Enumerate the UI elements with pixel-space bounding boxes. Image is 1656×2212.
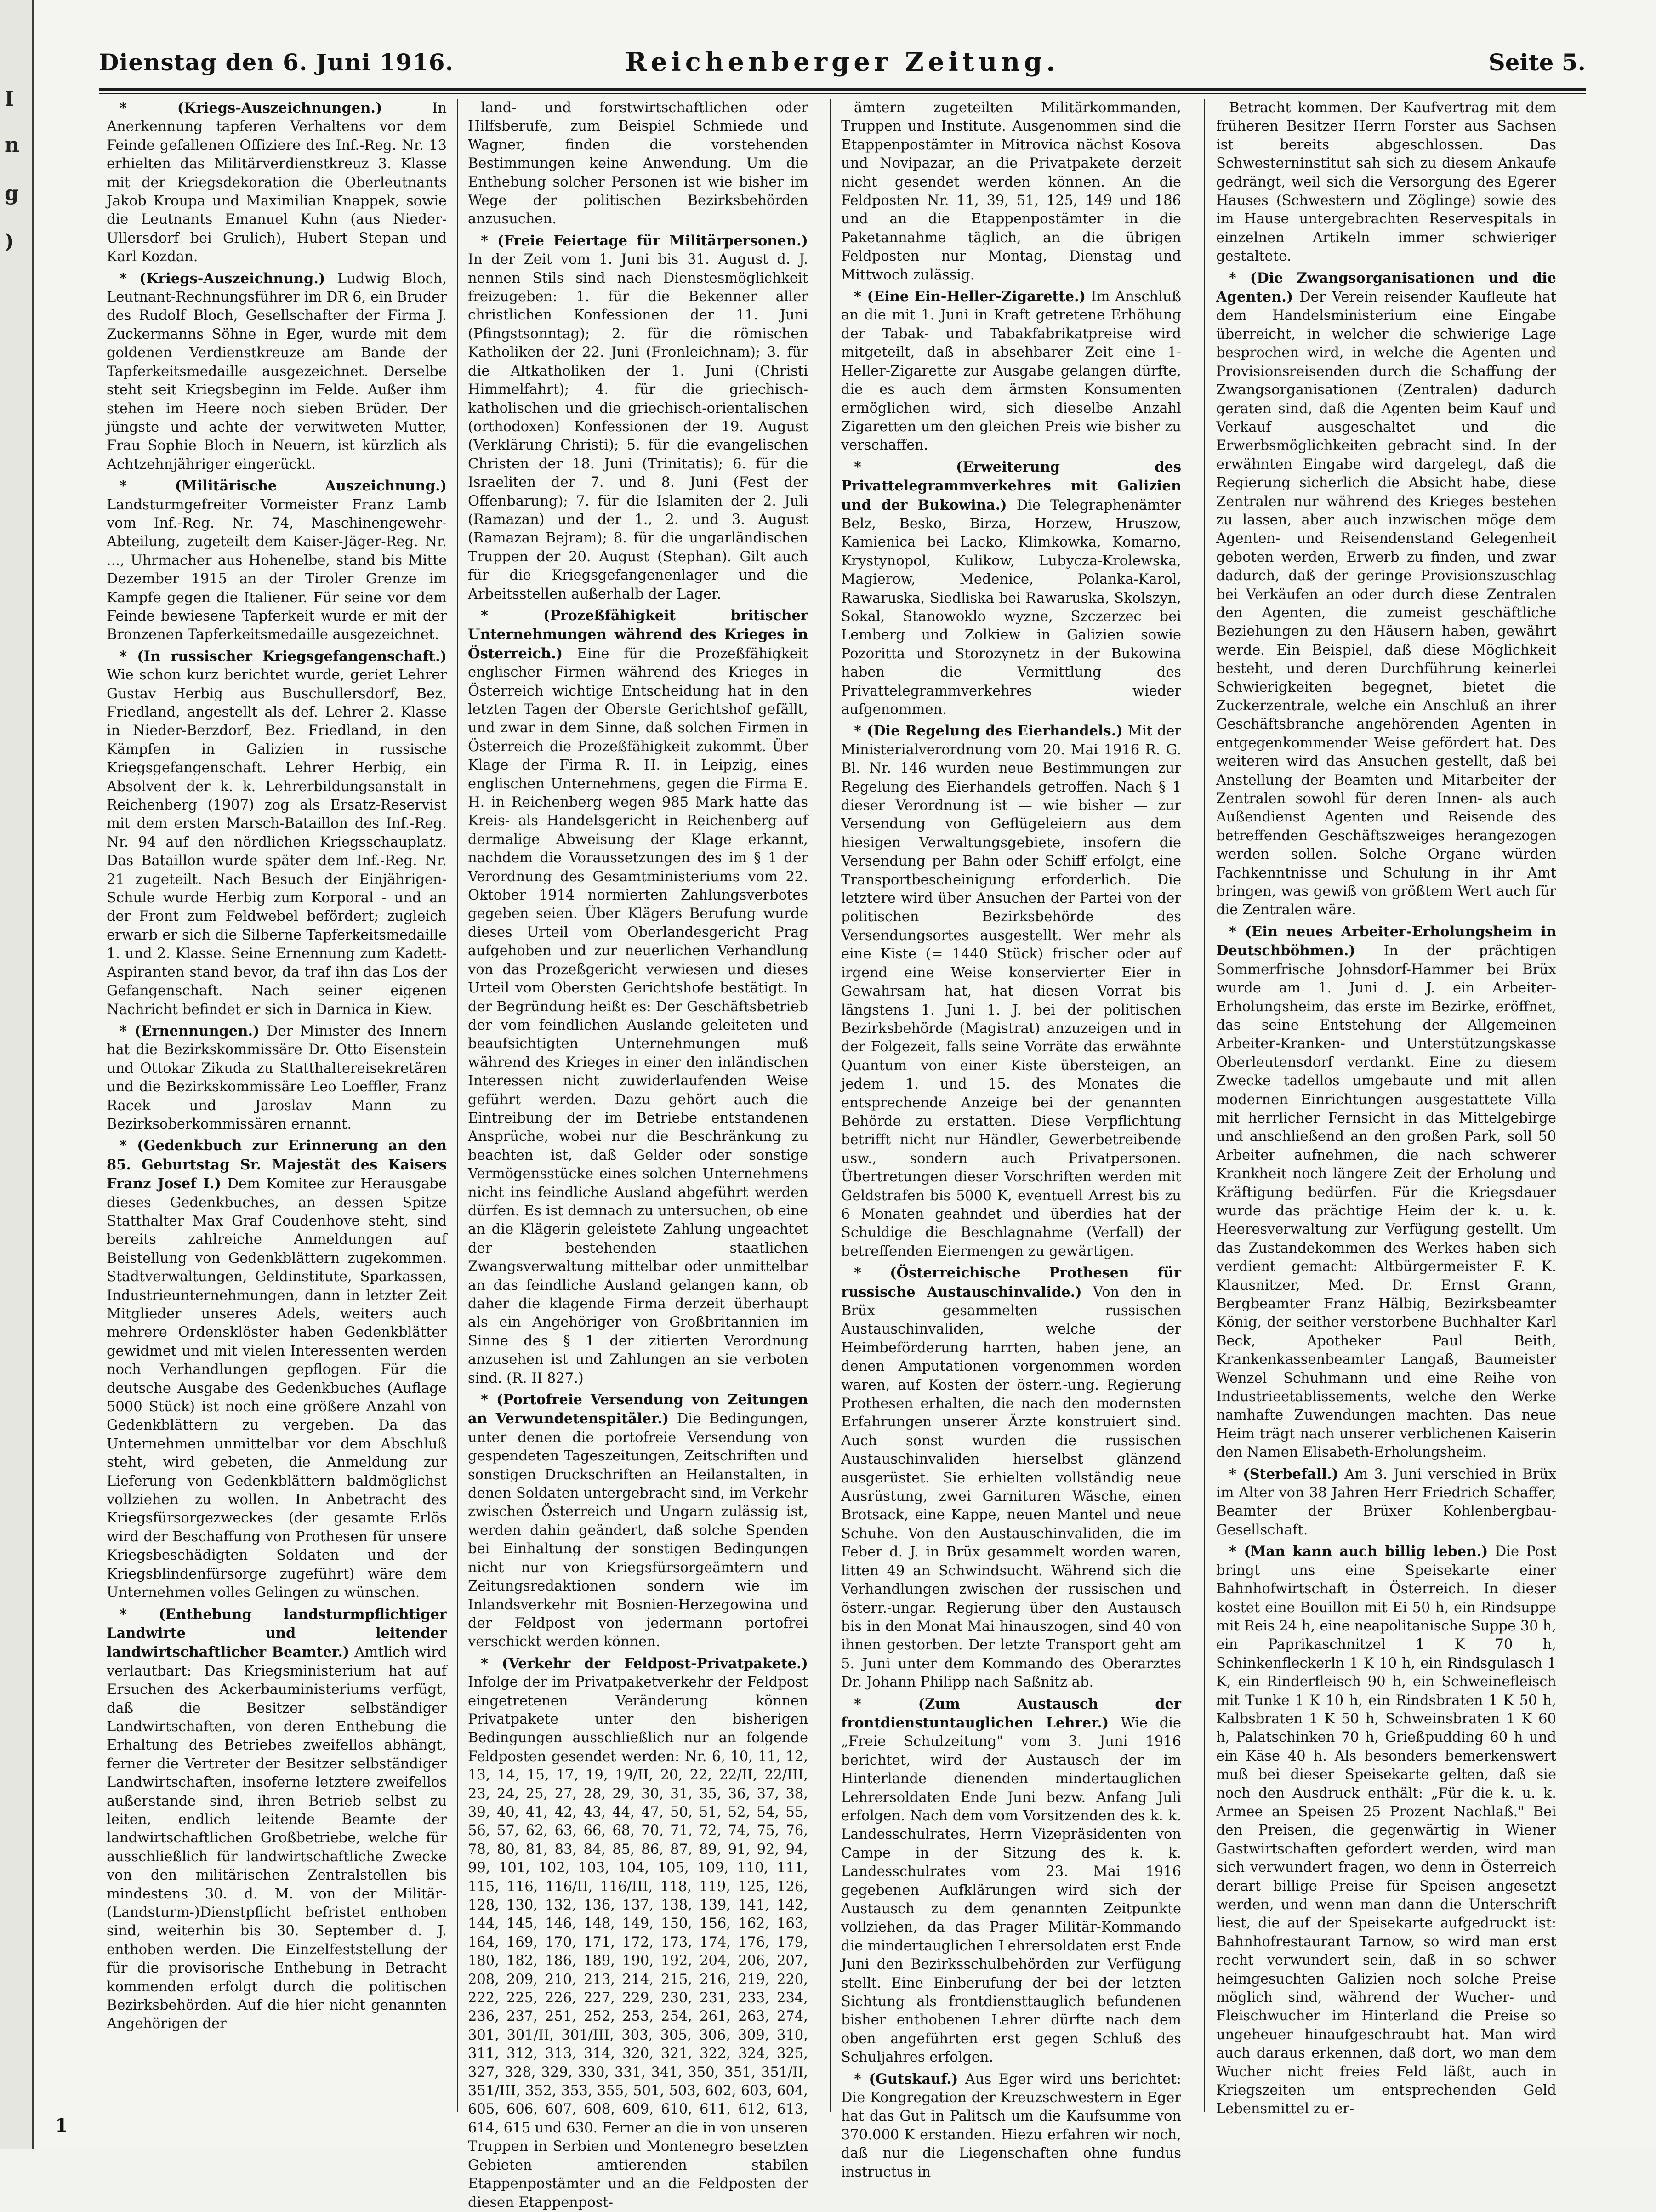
article (841, 1695, 1181, 2067)
article (107, 1022, 447, 1134)
margin-glyph: I (5, 87, 14, 111)
article-body: Die Post bringt uns eine Speisekarte einer Bahnhofwirtschaft in Österreich. In dieser kostet eine Bouillon mit Ei 50 h, ein Rindsuppe mit Reis 24 h, eine neapolitanische Suppe 30 h, ein Paprikaschnitzel 1 K 70 h, Schinkenfleckerln 1 K 10 h, ein Rindsgulasch 1 K, ein Rinderfleisch 90 h, ein Schweinefleisch mit Tunke 1 K 10 h, ein Rindsbraten 1 K 50 h, Kalbsbraten 1 K 50 h, Schweinsbraten 1 K 60 h, Palatschinken 70 h, Grießpudding 60 h und ein Käse 40 h. Als besonders bemerkenswert muß bei dieser Speisekarte gelten, daß sie noch den Ausdruck enthält: „Für die k. u. k. Armee an Speisen 25 Prozent Nachlaß." Bei den Preisen, die gegenwärtig in Wiener Gastwirtschaften gefordert werden, wird man sich verwundert fragen, wo denn in Österreich derart billige Preise für Speisen angesetzt werden, und wenn man dann die Unterschrift liest, die auf der Speisekarte aufgedruckt ist: Bahnhofrestaurant Tarnow, so wird man erst recht verwundert sein, daß in so schwer heimgesuchten Galizien noch solche Preise möglich sind, während der Wucher- und Fleischwucher im Hinterland die Preise so ungeheuer hinaufgeschraubt hat. Man wird auch daraus erkennen, daß dort, wo man dem Wucher nicht freies Feld läßt, auch in Kriegszeiten um entsprechenden Geld Lebensmittel zu er- (1216, 1544, 1556, 2117)
article (841, 287, 1181, 455)
article-body: Amtlich wird verlautbart: Das Kriegsministerium hat auf Ersuchen des Ackerbauministeriums verfügt, daß die Besitzer selbständiger Landwirtschaften, von deren Enthebung die Erhaltung des Betriebes zweifellos abhängt, ferner die Vertreter der Besitzer selbständiger Landwirtschaften, insoferne letztere zweifellos außerstande sind, ihren Betrieb selbst zu leiten, endlich leitende Beamte der landwirtschaftlichen Großbetriebe, welche für ausschließlich für landwirtschaftliche Zwecke von den militärischen Zentralstellen bis mindestens 30. d. M. von der Militär-(Landsturm-)Dienstpflicht befristet enthoben sind, weiterhin bis 30. September d. J. enthoben werden. Die Einzelfeststellung der für die provisorische Enthebung in Betracht kommenden erfolgt durch die politischen Bezirksbehörden. Auf die hier nicht genannten Angehörigen der (107, 1644, 447, 2032)
article-body: Der Minister des Innern hat die Bezirkskommissäre Dr. Otto Eisenstein und Ottokar Zikuda zu Statthaltereisekretären und die Bezirkskommissäre Leo Loeffler, Franz Racek und Jaroslav Mann zu Bezirksoberkommissären ernannt. (107, 1023, 447, 1132)
margin-glyph: n (5, 133, 19, 157)
article-body: Infolge der im Privatpaketverkehr der Feldpost eingetretenen Veränderung können Privatpakete unter den bisherigen Bedingungen ausschließlich nur an folgende Feldposten gesendet werden: Nr. 6, 10, 11, 12, 13, 14, 15, 17, 19, 19/II, 20, 22, 22/II, 22/III, 23, 24, 25, 27, 28, 29, 30, 31, 35, 36, 37, 38, 39, 40, 41, 42, 43, 44, 47, 50, 51, 52, 54, 55, 56, 57, 62, 63, 66, 68, 70, 71, 72, 74, 75, 76, 78, 80, 81, 83, 84, 85, 86, 87, 89, 91, 92, 94, 99, 101, 102, 103, 104, 105, 109, 110, 111, 115, 116, 116/II, 116/III, 118, 119, 125, 126, 128, 130, 132, 136, 137, 138, 139, 141, 142, 144, 145, 146, 148, 149, 150, 156, 162, 163, 164, 169, 170, 171, 172, 173, 174, 176, 179, 180, 182, 186, 189, 190, 192, 204, 206, 207, 208, 209, 210, 213, 214, 215, 216, 219, 220, 222, 225, 226, 227, 229, 230, 231, 233, 234, 236, 237, 251, 252, 253, 254, 261, 263, 274, 301, 301/II, 301/III, 303, 305, 306, 309, 310, 311, 312, 313, 314, 320, 321, 322, 324, 325, 327, 328, 329, 330, 331, 341, 350, 351, 351/II, 351/III, 352, 353, 355, 501, 503, 602, 603, 604, 605, 606, 607, 608, 609, 610, 611, 612, 613, 614, 615 und 630. Ferner an die in von unseren Truppen in Serbien und Montenegro besetzten Gebieten amtierenden stabilen Etappenpostämter und an die Feldposten der diesen Etappenpost- (468, 1674, 808, 2211)
article (1216, 1465, 1556, 1540)
article-body: Von den in Brüx gesammelten russischen Austauschinvaliden, welche der Heimbeförderung harrten, haben jene, an denen Amputationen vorgenommen worden waren, auf Kosten der österr.-ung. Regierung Prothesen erhalten, die nach den modernsten Erfahrungen unserer Ärzte konstruiert sind. Auch sonst wurden die russischen Austauschinvaliden hierselbst glänzend ausgerüstet. Sie erhielten vollständig neue Ausrüstung, zwei Garnituren Wäsche, einen Brotsack, eine Kappe, neuen Mantel und neue Schuhe. Von den Austauschinvaliden, die im Feber d. J. in Brüx gesammelt worden waren, litten 49 an Schwindsucht. Während sich die Verhandlungen zwischen der russischen und österr.-ungar. Regierung über den Austausch bis in den Monat Mai hinauszogen, sind 40 von ihnen gestorben. Der letzte Transport geht am 5. Juni unter dem Kommando des Oberarztes Dr. Johann Philipp nach Saßnitz ab. (841, 1284, 1181, 1691)
article-body: Wie die „Freie Schulzeitung" vom 3. Juni 1916 berichtet, wird der Austausch der im Hinterlande dienenden mindertauglichen Lehrersoldaten Ende Juni bezw. Anfang Juli erfolgen. Nach dem vom Vorsitzenden des k. k. Landesschulrates, Herrn Vizepräsidenten von Campe in der Sitzung des k. k. Landesschulrates vom 23. Mai 1916 gegebenen Aufklärungen wird sich der Austausch zu dem genannten Zeitpunkte vollziehen, da das Prager Militär-Kommando die mindertauglichen Lehrersoldaten erst Ende Juni den Bezirksschulbehörden zur Verfügung stellt. Eine Einberufung der bei der letzten Sichtung als frontdiensttauglich befundenen bisher enthobenen Lehrer dürfte nach dem oben angeführten erst gegen Schluß des Schuljahres erfolgen. (841, 1715, 1181, 2066)
article-heading: * (Freie Feiertage für Militärpersonen.) (481, 232, 808, 249)
article (468, 99, 808, 229)
article (107, 269, 447, 474)
article-heading: * (Kriegs-Auszeichnungen.) (120, 100, 382, 116)
page-number: Seite 5. (1488, 49, 1586, 76)
article (1216, 99, 1556, 266)
article-body: ämtern zugeteilten Militärkommanden, Truppen und Institute. Ausgenommen sind die Etappenpostämter in Mitrovica nächst Kosova und Novipazar, an die Privatpakete derzeit nicht gesendet werden können. An die Feldposten Nr. 11, 39, 51, 125, 149 und 186 und an die Etappenpostämter in die Paketannahme täglich, an die übrigen Feldposten nur Montag, Dienstag und Mittwoch zulässig. (841, 100, 1181, 283)
article-heading: * (Man kann auch billig leben.) (1229, 1543, 1488, 1560)
article-heading: * (Portofreie Versendung von Zeitungen an Verwundetenspitäler.) (468, 1391, 808, 1427)
article-body: Im Anschluß an die mit 1. Juni in Kraft getretene Erhöhung der Tabak- und Tabakfabrikatpreise wird mitgeteilt, daß in absehbarer Zeit eine 1-Heller-Zigarette zur Ausgabe gelangen dürfte, die es auch dem ärmsten Konsumenten ermöglichen wird, sich dieselbe Anzahl Zigaretten um den gleichen Preis wie bisher zu verschaffen. (841, 289, 1181, 454)
article (107, 1605, 447, 2034)
column-rule (830, 99, 831, 2112)
article (468, 1654, 808, 2212)
article-heading: * (Die Regelung des Eierhandels.) (854, 723, 1123, 740)
article-body: Aus Eger wird uns berichtet: Die Kongregation der Kreuzschwestern in Eger hat das Gut in Palitsch um die Kaufsumme von 370.000 K erstanden. Hiezu erfahren wir noch, daß nur die Liegenschaften ohne fundus instructus in (841, 2071, 1182, 2180)
article (841, 1264, 1181, 1692)
column-1 (107, 99, 447, 2112)
article-heading: * (Die Zwangsorganisationen und die Agenten.) (1216, 269, 1556, 306)
article-body: Der Verein reisender Kaufleute hat dem Handelsministerium eine Eingabe überreicht, in welcher die schwierige Lage besprochen wird, in welche die Agenten und Provisionsreisenden durch die Schaffung der Zwangsorganisationen (Zentralen) dadurch geraten sind, daß die Agenten beim Kauf und Verkauf ausgeschaltet und die Erwerbsmöglichkeiten gebracht sind. In der erwähnten Eingabe wird dargelegt, daß die Regierung sicherlich die Absicht habe, diese Zentralen nur während des Krieges bestehen zu lassen, aber auch inzwischen möge dem Agenten- und Reisendenstand Gelegenheit geboten werden, Erwerb zu finden, und zwar dadurch, daß der geringe Provisionszuschlag bei Verkäufen an oder durch diese Zentralen den Agenten, die zumeist geschäftliche Beziehungen zu den Häusern haben, gewährt werde. Ein Beispiel, daß diese Möglichkeit besteht, und deren Durchführung keinerlei Schwierigkeiten begegnet, bietet die Zuckerzentrale, welche ein Anschluß an ihrer Geschäftsbranche angehörenden Agenten in entgegenkommender Weise gefördert hat. Des weiteren wird das Ansuchen gestellt, daß bei Anstellung der Beamten und Mitarbeiter der Zentralen sowohl für deren Innen- als auch Außendienst Agenten und Reisende des betreffenden Geschäftszweiges herangezogen werden sollen. Solche Organe würden Fachkenntnisse und Schulung in ihr Amt bringen, was gewiß von größtem Wert auch für die Zentralen wäre. (1216, 289, 1557, 918)
column-rule (1204, 99, 1205, 2112)
article (1216, 923, 1556, 1462)
article (468, 232, 808, 604)
article (468, 1391, 808, 1652)
article-heading: * (Eine Ein-Heller-Zigarette.) (854, 288, 1086, 305)
article-body: Landsturmgefreiter Vormeister Franz Lamb vom Inf.-Reg. Nr. 74, Maschinengewehr-Abteilung, zugeteilt dem Kaiser-Jäger-Reg. Nr. ..., Uhrmacher aus Hohenelbe, stand bis Mitte Dezember 1915 an der Tiroler Grenze im Kampfe gegen die Italiener. Für seine vor dem Feinde bewiesene Tapferkeit wurde er mit der Bronzenen Tapferkeitsmedaille ausgezeichnet. (107, 496, 447, 643)
article-heading: * (Ein neues Arbeiter-Erholungsheim in Deutschböhmen.) (1216, 923, 1556, 959)
article-heading: * (Kriegs-Auszeichnung.) (120, 270, 325, 287)
article (841, 458, 1181, 719)
article (1216, 1542, 1556, 2119)
column-4 (1216, 99, 1557, 2117)
article (1216, 269, 1556, 920)
article-heading: * (Gedenkbuch zur Erinnerung an den 85. Geburtstag Sr. Majestät des Kaisers Franz Josef I.) (107, 1137, 447, 1192)
article (841, 99, 1181, 285)
page-header (99, 46, 1586, 91)
article-heading: * (Ernennungen.) (120, 1022, 260, 1039)
article-heading: * (In russischer Kriegsgefangenschaft.) (120, 648, 447, 665)
article-body: In der prächtigen Sommerfrische Johnsdorf-Hammer bei Brüx wurde am 1. Juni d. J. ein Arbeiter-Erholungsheim, das erste im Bezirke, eröffnet, das seine Entstehung der Allgemeinen Arbeiter-Kranken- und Unterstützungskasse Oberleutensdorf verdankt. Eine zu diesem Zwecke tadellos umgebaute und mit allen modernen Einrichtungen ausgestattete Villa mit herrlicher Fernsicht in das Mittelgebirge und anschließend an den großen Park, soll 50 Arbeiter aufnehmen, die nach schwerer Krankheit noch längere Zeit der Erholung und Kräftigung bedürfen. Für die Kriegsdauer wurde das prächtige Heim der k. u. k. Heeresverwaltung zur Verfügung gestellt. Um das Zustandekommen des Werkes haben sich verdient gemacht: Altbürgermeister F. K. Klausnitzer, Med. Dr. Ernst Grann, Bergbeamter Franz Hälbig, Bezirksbeamter König, der seither verstorbene Buchhalter Karl Beck, Apotheker Paul Beith, Krankenkassenbeamter Langaß, Baumeister Wenzel Schuhmann und eine Reihe von Industrieetablissements, welche den Werke namhafte Zuwendungen machten. Das neue Heim trägt nach unserer verblichenen Kaiserin den Namen Elisabeth-Erholungsheim. (1216, 943, 1556, 1461)
article-heading: * (Gutskauf.) (854, 2070, 958, 2087)
article (841, 722, 1181, 1261)
article-body: Dem Komitee zur Herausgabe dieses Gedenkbuches, an dessen Spitze Statthalter Max Graf Coudenhove steht, sind bereits zahlreiche Anmeldungen auf Beistellung von Gedenkblättern zugekommen. Stadtverwaltungen, Geldinstitute, Sparkassen, Industrieunternehmungen, dann in letzter Zeit Mitglieder unseres Adels, weiters auch mehrere Ordensklöster haben Gedenkblätter gewidmet und mit vielen Interessenten werden noch Verhandlungen gepflogen. Für die deutsche Ausgabe des Gedenkbuches (Auflage 5000 Stück) ist noch eine größere Anzahl von Gedenkblättern zu vergeben. Da das Unternehmen unmittelbar vor dem Abschluß steht, wird gebeten, die Anmeldung zur Lieferung von Gedenkblättern baldmöglichst vollziehen zu wollen. In Anbetracht des Kriegsfürsorgezweckes (der gesamte Erlös wird der Beschaffung von Prothesen für unsere Kriegsbeschädigten Soldaten und der Kriegsblindenfürsorge zugeführt) wäre dem Unternehmen volles Gelingen zu wünschen. (107, 1176, 447, 1601)
column-3 (841, 99, 1182, 2180)
column-rule (457, 99, 458, 2112)
article-heading: * (Zum Austausch der frontdienstuntauglichen Lehrer.) (841, 1695, 1181, 1731)
article (107, 1136, 447, 1602)
column-2 (468, 99, 808, 2211)
adjacent-page-margin (0, 0, 34, 2149)
article-body: Mit der Ministerialverordnung vom 20. Mai 1916 R. G. Bl. Nr. 146 wurden neue Bestimmungen zur Regelung des Eierhandels getroffen. Nach § 1 dieser Verordnung ist — wie bisher — zur Versendung von Geflügeleiern aus dem hiesigen Verwaltungsgebiete, insofern die Versendung per Bahn oder Schiff erfolgt, eine Transportbescheinigung erforderlich. Die letztere wird über Ansuchen der Partei von der politischen Bezirksbehörde des Versendungsortes ausgestellt. Wer mehr als eine Kiste (= 1440 Stück) frischer oder auf irgend eine Weise konservierter Eier in Gewahrsam hat, hat diesen Vorrat bis längstens 1. Juni 1. J. bei der politischen Bezirksbehörde (Magistrat) anzuzeigen und in der Folgezeit, falls seine Vorräte das erwähnte Quantum von einer Kiste übersteigen, an jedem 1. und 15. des Monates die entsprechende Anzeige bei der genannten Behörde zu erstatten. Diese Verpflichtung betrifft nicht nur Händler, Gewerbetreibende usw., sondern auch Privatpersonen. Übertretungen dieser Vorschriften werden mit Geldstrafen bis 5000 K, eventuell Arrest bis zu 6 Monaten geahndet und überdies hat der Schuldige die Beschlagnahme (Verfall) der betreffenden Eiermengen zu gewärtigen. (841, 723, 1182, 1260)
article-body: Die Bedingungen, unter denen die portofreie Versendung von gespendeten Tageszeitungen, Zeitschriften und sonstigen Druckschriften an Heilanstalten, in denen Soldaten untergebracht sind, im Verkehr zwischen Österreich und Ungarn zulässig ist, werden dahin geändert, daß solche Spenden bei Einhaltung der sonstigen Bedingungen nicht nur von Kriegsfürsorgeämtern und Zeitungsredaktionen sondern wie im Inlandsverkehr mit Bosnien-Herzegowina und der Feldpost von jedermann portofrei verschickt werden können. (468, 1411, 808, 1650)
article-heading: * (Prozeßfähigkeit britischer Unternehmungen während des Krieges in Österreich.) (468, 607, 808, 662)
article-body: In der Zeit vom 1. Juni bis 31. August d. J. nennen Stils sind nach Dienstesmöglichkeit freizugeben: 1. für die Bekenner aller christlichen Konfessionen der 11. Juni (Pfingstsonntag); 2. für die römischen Katholiken der 22. Juni (Fronleichnam); 3. für die Altkatholiken der 1. Juni (Christi Himmelfahrt); 4. für die griechisch-katholischen und die griechisch-orientalischen (orthodoxen) Konfessionen der 19. August (Verklärung Christi); 5. für die evangelischen Christen der 18. Juni (Trinitatis); 6. für die Israeliten der 7. und 8. Juni (Fest der Offenbarung); 7. für die Islamiten der 2. Juli (Ramazan) und der 1., 2. und 3. August (Ramazan Bejram); 8. für die ungarländischen Truppen der 20. August (Stephan). Gilt auch für die Kriegsgefangenenlager und die Arbeitsstellen außerhalb der Lager. (468, 251, 808, 602)
article-heading: * (Militärische Auszeichnung.) (120, 478, 447, 495)
article-body: land- und forstwirtschaftlichen oder Hilfsberufe, zum Beispiel Schmiede und Wagner, finden die vorstehenden Bestimmungen keine Anwendung. Um die Enthebung solcher Personen ist wie bisher im Wege der politischen Bezirksbehörden anzusuchen. (468, 100, 808, 228)
article (468, 606, 808, 1388)
newspaper-title: Reichenberger Zeitung. (625, 47, 1059, 77)
article-body: In Anerkennung tapferen Verhaltens vor dem Feinde gefallenen Offiziere des Inf.-Reg. Nr. 13 erhielten das Militärverdienstkreuz 3. Klasse mit der Kriegsdekoration die Oberleutnants Jakob Kroupa und Maximilian Knappek, sowie die Leutnants Emanuel Kuhn (aus Nieder-Ullersdorf bei Grulich), Hubert Stepan und Karl Kozdan. (107, 100, 447, 265)
article (107, 99, 447, 267)
article (107, 477, 447, 644)
article-heading: * (Erweiterung des Privattelegrammverkehres mit Galizien und der Bukowina.) (841, 458, 1181, 513)
article-body: Ludwig Bloch, Leutnant-Rechnungsführer im DR 6, ein Bruder des Rudolf Bloch, Gesellschafter der Firma J. Zuckermanns Söhne in Eger, wurde mit dem goldenen Verdienstkreuze am Bande der Tapferkeitsmedaille ausgezeichnet. Derselbe steht seit Kriegsbeginn im Felde. Außer ihm stehen im Heere noch sieben Brüder. Der jüngste und achte der verwitweten Mutter, Frau Sophie Bloch in Neuern, ist kürzlich als Achtzehnjähriger eingerückt. (107, 270, 447, 473)
article-body: Am 3. Juni verschied in Brüx im Alter von 38 Jahren Herr Friedrich Schaffer, Beamter der Brüxer Kohlenbergbau-Gesellschaft. (1216, 1466, 1556, 1538)
margin-glyph: 1 (55, 2115, 68, 2136)
header-rule (99, 93, 1586, 94)
margin-glyph: ) (5, 230, 14, 253)
article-heading: * (Verkehr der Feldpost-Privatpakete.) (481, 1655, 808, 1672)
issue-date: Dienstag den 6. Juni 1916. (99, 49, 454, 76)
article-body: Wie schon kurz berichtet wurde, geriet Lehrer Gustav Herbig aus Buschullersdorf, Bez. Friedland, angestellt als def. Lehrer 2. Klasse in Nieder-Berzdorf, Bez. Friedland, in den Kämpfen in Galizien in russische Kriegsgefangenschaft. Lehrer Herbig, ein Absolvent der k. k. Lehrerbildungsanstalt in Reichenberg (1907) zog als Ersatz-Reservist mit dem ersten Marsch-Bataillon des Inf.-Reg. Nr. 94 auf den nördlichen Kriegsschauplatz. Das Bataillon wurde später dem Inf.-Reg. Nr. 21 zugeteilt. Nach Besuch der Einjährigen-Schule wurde Herbig zum Korporal - und an der Front zum Feldwebel befördert; zugleich erwarb er sich die Silberne Tapferkeitsmedaille 1. und 2. Klasse. Seine Ernennung zum Kadett-Aspiranten stand bevor, da traf ihn das Los der Gefangenschaft. Nach seiner eigenen Nachricht befindet er sich in Darnica in Kiew. (107, 667, 447, 1018)
article-heading: * (Österreichische Prothesen für russische Austauschinvalide.) (841, 1265, 1181, 1300)
article-heading: * (Sterbefall.) (1229, 1465, 1339, 1482)
article-body: Die Telegraphenämter Belz, Besko, Birza, Horzew, Hruszow, Kamienica bei Lacko, Klimkowka, Komarno, Krystynopol, Kulikow, Lubycza-Krolewska, Magierow, Medenice, Polanka-Karol, Rawaruska, Siedliska bei Rawaruska, Skolszyn, Sokal, Stanowoklo wyzne, Szczerzec bei Lemberg und Zolkiew in Galizien sowie Pozoritta und Storozynetz in der Bukowina haben die Vermittlung des Privattelegrammverkehres wieder aufgenommen. (841, 497, 1181, 718)
article-heading: * (Enthebung landsturmpflichtiger Landwirte und leitender landwirtschaftlicher Beamter.) (107, 1606, 447, 1661)
article-body: Eine für die Prozeßfähigkeit englischer Firmen während des Krieges in Österreich wichtige Entscheidung hat in den letzten Tagen der Oberste Gerichtshof gefällt, und zwar in dem Sinne, daß solchen Firmen in Österreich die Prozeßfähigkeit zukommt. Über Klage der Firma R. H. in Leipzig, eines englischen Unternehmens, gegen die Firma E. H. in Reichenberg wegen 985 Mark hatte das Kreis- als Handelsgericht in Reichenberg auf dermalige Abweisung der Klage erkannt, nachdem die Voraussetzungen des im § 1 der Verordnung des Gesamtministeriums vom 22. Oktober 1914 normierten Zahlungsverbotes gegeben seien. Über Klägers Berufung wurde dieses Urteil vom Oberlandesgericht Prag aufgehoben und zur neuerlichen Verhandlung von das Prozeßgericht verwiesen und dieses Urteil vom Obersten Gerichtshofe bestätigt. In der Begründung heißt es: Der Geschäftsbetrieb der vom feindlichen Auslande geleiteten und beaufsichtigten Unternehmungen muß während des Krieges in einer den inländischen Interessen nicht zuwiderlaufenden Weise geführt werden. Dazu gehört auch die Eintreibung der im Betriebe entstandenen Ansprüche, wobei nur die Beschränkung zu beachten ist, daß Gelder oder sonstige Vermögensstücke eines solchen Unternehmens nicht ins feindliche Ausland abgeführt werden dürfen. Es ist demnach zu untersuchen, ob eine an die Klägerin geleistete Zahlung ungeachtet der bestehenden staatlichen Zwangsverwaltung mittelbar oder unmittelbar an das feindliche Ausland gelangen kann, ob daher die klagende Firma derzeit überhaupt als ein Angehöriger von Großbritannien im Sinne des § 1 der zitierten Verordnung anzusehen ist und Zahlungen an sie verboten sind. (R. II 827.) (468, 645, 808, 1386)
article-body: Betracht kommen. Der Kaufvertrag mit dem früheren Besitzer Herrn Forster aus Sachsen ist bereits abgeschlossen. Das Schwesterninstitut sah sich zu diesem Ankaufe gedrängt, weil sich die Versorgung des Egerer Hauses (Schwestern und Zöglinge) sowie des im Hause untergebrachten Reservespitals in einzelnen Artikeln immer schwieriger gestaltete. (1216, 100, 1556, 265)
margin-glyph: g (5, 182, 19, 205)
article (841, 2070, 1181, 2182)
article (107, 647, 447, 1019)
